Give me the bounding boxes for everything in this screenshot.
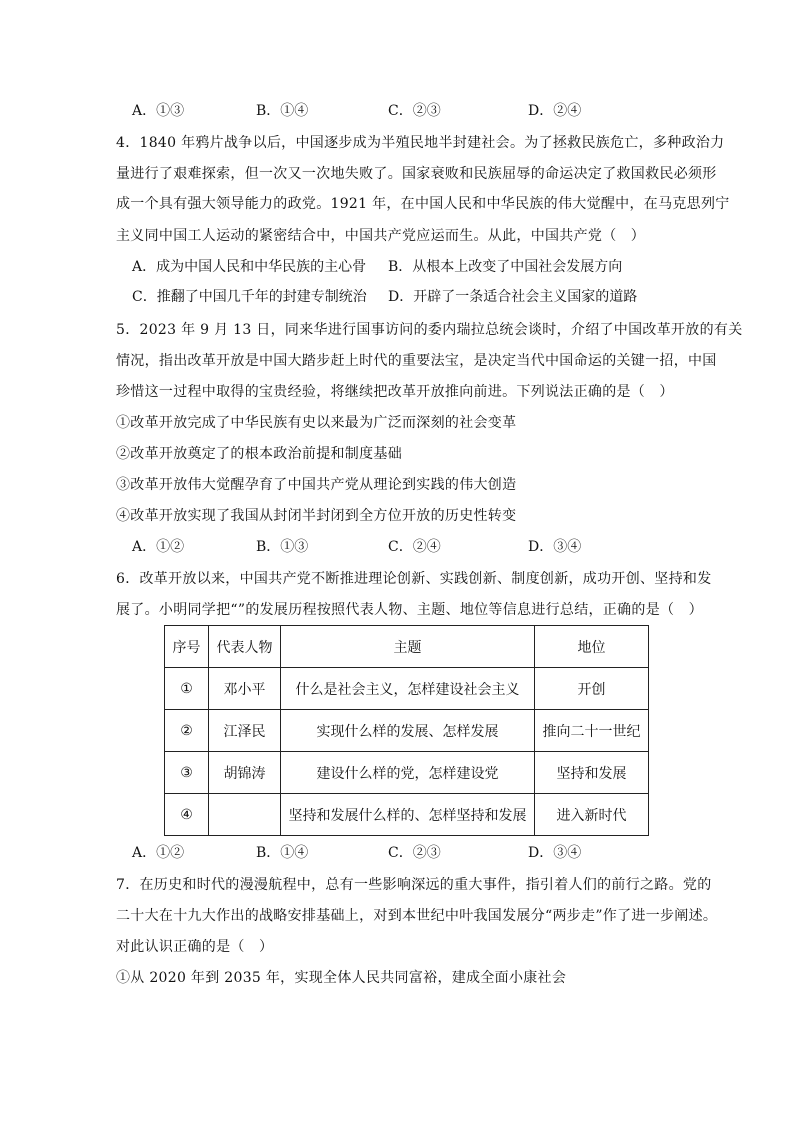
q4-line-2: 量进行了艰难探索，但一次又一次地失败了。国家衰败和民族屈辱的命运决定了救国救民必须形 — [116, 166, 717, 182]
table-cell: 实现什么样的发展、怎样发展 — [281, 710, 535, 752]
q5-option-c: C．②④ — [388, 539, 441, 555]
table-header-cell: 代表人物 — [209, 626, 281, 668]
table-row — [165, 668, 649, 710]
table-cell: 江泽民 — [209, 710, 281, 752]
q4-option-a: A．成为中国人民和中华民族的主心骨 — [132, 259, 367, 275]
q6-line-2: 展了。小明同学把“”的发展历程按照代表人物、主题、地位等信息进行总结，正确的是（ ） — [116, 602, 703, 618]
q5-statement-1: ①改革开放完成了中华民族有史以来最为广泛而深刻的社会变革 — [116, 415, 517, 431]
q5-statement-2: ②改革开放奠定了的根本政治前提和制度基础 — [116, 446, 402, 462]
q6-option-d: D．③④ — [528, 845, 582, 861]
table-header-cell: 地位 — [535, 626, 649, 668]
table-cell — [209, 794, 281, 836]
q4-line-3: 成一个具有强大领导能力的政党。1921 年，在中国人民和中华民族的伟大觉醒中，在马克思列宁 — [116, 196, 730, 212]
q5-line-3: 珍惜这一过程中取得的宝贵经验，将继续把改革开放推向前进。下列说法正确的是（ ） — [116, 384, 674, 400]
table-cell: 坚持和发展什么样的、怎样坚持和发展 — [281, 794, 535, 836]
q6-line-1: 6．改革开放以来，中国共产党不断推进理论创新、实践创新、制度创新，成功开创、坚持和发 — [116, 571, 712, 587]
q5-option-a: A．①② — [132, 539, 185, 555]
q7-line-2: 二十大在十九大作出的战略安排基础上，对到本世纪中叶我国发展分“两步走”作了进一步阐述。 — [116, 908, 718, 924]
q7-line-1: 7．在历史和时代的漫漫航程中，总有一些影响深远的重大事件，指引着人们的前行之路。党的 — [116, 877, 712, 893]
q5-options — [132, 537, 652, 557]
table-cell: ② — [165, 710, 209, 752]
q3-option-a: A．①③ — [132, 103, 185, 119]
table-cell: 什么是社会主义，怎样建设社会主义 — [281, 668, 535, 710]
table-cell: 建设什么样的党，怎样建设党 — [281, 752, 535, 794]
table-cell: ④ — [165, 794, 209, 836]
q3-options — [132, 101, 652, 121]
table-cell: 邓小平 — [209, 668, 281, 710]
q4-options-row-1 — [132, 257, 652, 277]
table-cell: 坚持和发展 — [535, 752, 649, 794]
table-cell: ③ — [165, 752, 209, 794]
q5-option-b: B．①③ — [256, 539, 309, 555]
q3-option-d: D．②④ — [528, 103, 582, 119]
table-header-cell: 主题 — [281, 626, 535, 668]
table-cell: 胡锦涛 — [209, 752, 281, 794]
table-cell: 开创 — [535, 668, 649, 710]
q5-option-d: D．③④ — [528, 539, 582, 555]
q6-option-c: C．②③ — [388, 845, 441, 861]
table-header-cell: 序号 — [165, 626, 209, 668]
q5-line-2: 情况，指出改革开放是中国大踏步赶上时代的重要法宝，是决定当代中国命运的关键一招，中国 — [116, 353, 717, 369]
q5-statement-4: ④改革开放实现了我国从封闭半封闭到全方位开放的历史性转变 — [116, 508, 517, 524]
q7-statement-1: ①从 2020 年到 2035 年，实现全体人民共同富裕，建成全面小康社会 — [116, 970, 567, 986]
table-cell: 推向二十一世纪 — [535, 710, 649, 752]
table-row — [165, 752, 649, 794]
q6-option-a: A．①② — [132, 845, 185, 861]
table-cell: 进入新时代 — [535, 794, 649, 836]
table-row — [165, 794, 649, 836]
q7-line-3: 对此认识正确的是（ ） — [116, 939, 274, 955]
q6-option-b: B．①④ — [256, 845, 309, 861]
q5-statement-3: ③改革开放伟大觉醒孕育了中国共产党从理论到实践的伟大创造 — [116, 477, 517, 493]
table-cell: ① — [165, 668, 209, 710]
table-row — [165, 710, 649, 752]
q3-option-b: B．①④ — [256, 103, 309, 119]
q5-line-1: 5．2023 年 9 月 13 日，同来华进行国事访问的委内瑞拉总统会谈时，介绍了中国改革开放的有关 — [116, 322, 743, 338]
q6-options — [132, 843, 652, 863]
q4-option-d: D．开辟了一条适合社会主义国家的道路 — [388, 289, 638, 305]
q4-line-4: 主义同中国工人运动的紧密结合中，中国共产党应运而生。从此，中国共产党（ ） — [116, 228, 646, 244]
table-header-row — [165, 626, 649, 668]
q4-option-c: C．推翻了中国几千年的封建专制统治 — [132, 289, 367, 305]
q4-option-b: B．从根本上改变了中国社会发展方向 — [388, 259, 623, 275]
q4-line-1: 4．1840 年鸦片战争以后，中国逐步成为半殖民地半封建社会。为了拯救民族危亡，多种政治力 — [116, 135, 725, 151]
development-table — [164, 625, 649, 836]
q4-options-row-2 — [132, 287, 652, 307]
q3-option-c: C．②③ — [388, 103, 441, 119]
